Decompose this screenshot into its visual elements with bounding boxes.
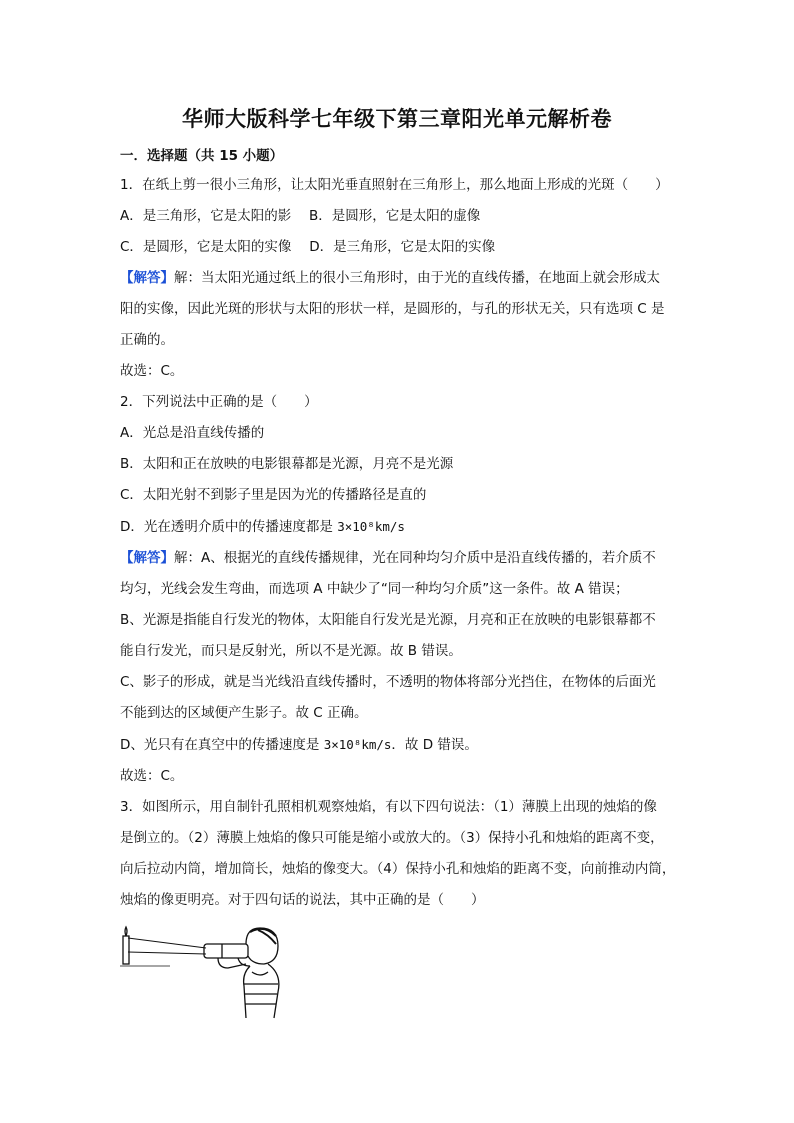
answer-tag: 【解答】: [120, 270, 174, 286]
q2-option-a: A．光总是沿直线传播的: [120, 425, 265, 441]
q2-option-b: B．太阳和正在放映的电影银幕都是光源，月亮不是光源: [120, 456, 454, 472]
q1-options-ab: A．是三角形，它是太阳的影 B．是圆形，它是太阳的虚像: [120, 208, 481, 224]
q1-stem: 1．在纸上剪一很小三角形，让太阳光垂直照射在三角形上，那么地面上形成的光斑（ ）: [120, 177, 669, 193]
q2-answer-text: 均匀，光线会发生弯曲，而选项 A 中缺少了“同一种均匀介质”这一条件。故 A 错误；: [120, 581, 629, 597]
q2-answer-last-prefix: D、光只有在真空中的传播速度是: [120, 737, 324, 753]
q2-choice: 故选：C。: [120, 768, 184, 784]
q2-answer-line: [120, 543, 680, 574]
q2-stem: 2．下列说法中正确的是（ ）: [120, 394, 318, 410]
q1-options-cd: C．是圆形，它是太阳的实像 D．是三角形，它是太阳的实像: [120, 239, 496, 255]
q1-answer-text: 正确的。: [120, 332, 174, 348]
q2-answer-last: [120, 729, 680, 761]
page-title: 华师大版科学七年级下第三章阳光单元解析卷: [182, 106, 612, 131]
q3-stem: 烛焰的像更明亮。对于四句话的说法，其中正确的是（ ）: [120, 892, 485, 908]
q2-answer-last-suffix: ．故 D 错误。: [391, 737, 478, 753]
section-heading: 一．选择题（共 15 小题）: [120, 148, 284, 164]
pinhole-camera-figure: [118, 922, 288, 1022]
q3-stem: 是倒立的。（2）薄膜上烛焰的像只可能是缩小或放大的。（3）保持小孔和烛焰的距离不变，: [120, 830, 664, 846]
q1-answer-line: [120, 263, 680, 294]
q2-answer-text: 不能到达的区域便产生影子。故 C 正确。: [120, 705, 368, 721]
document-body: [120, 170, 680, 916]
q2-option-d: [120, 511, 680, 543]
q2-answer-text: B、光源是指能自行发光的物体，太阳能自行发光是光源，月亮和正在放映的电影银幕都不: [120, 612, 656, 628]
q2-option-c: C．太阳光射不到影子里是因为光的传播路径是直的: [120, 487, 427, 503]
answer-tag: 【解答】: [120, 550, 174, 566]
q2-answer-text: 能自行发光，而只是反射光，所以不是光源。故 B 错误。: [120, 643, 462, 659]
q2-answer-last-value: 3×10⁸km/s: [323, 737, 392, 752]
q2-option-d-value: 3×10⁸km/s: [337, 519, 405, 534]
q2-option-d-text: D．光在透明介质中的传播速度都是: [120, 519, 338, 535]
q3-stem: 3．如图所示，用自制针孔照相机观察烛焰，有以下四句说法：（1）薄膜上出现的烛焰的像: [120, 799, 657, 815]
q1-answer-text: 解：当太阳光通过纸上的很小三角形时，由于光的直线传播，在地面上就会形成太: [174, 270, 660, 286]
q1-choice: 故选：C。: [120, 363, 184, 379]
q1-answer-text: 阳的实像，因此光斑的形状与太阳的形状一样，是圆形的，与孔的形状无关，只有选项 C 是: [120, 301, 665, 317]
q3-stem: 向后拉动内筒，增加筒长，烛焰的像变大。（4）保持小孔和烛焰的距离不变，向前推动内筒，: [120, 861, 676, 877]
q2-answer-text: 解：A、根据光的直线传播规律，光在同种均匀介质中是沿直线传播的，若介质不: [174, 550, 656, 566]
q2-answer-text: C、影子的形成，就是当光线沿直线传播时，不透明的物体将部分光挡住，在物体的后面光: [120, 674, 656, 690]
